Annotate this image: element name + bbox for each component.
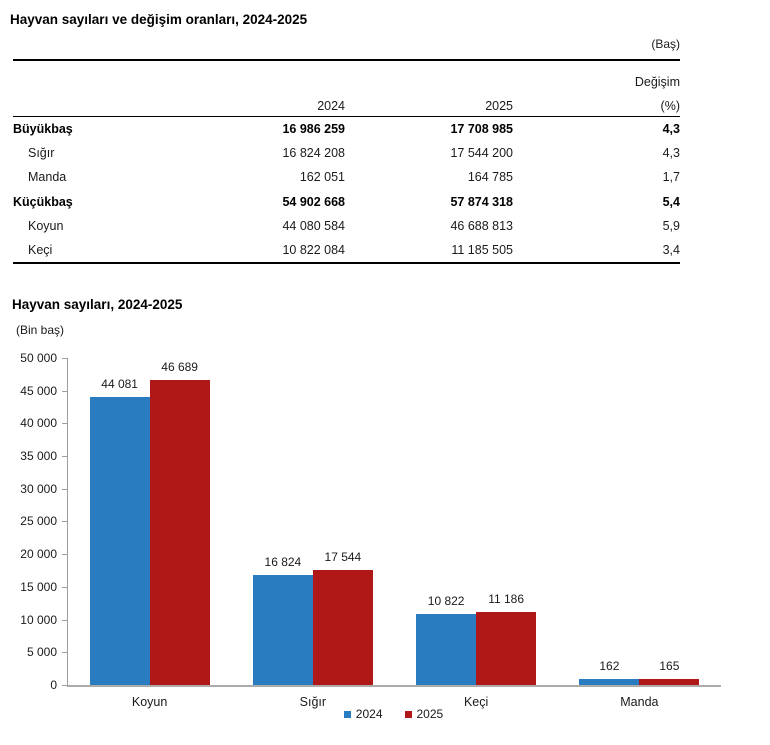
bar-value-label-sığır-2025: 17 544: [324, 550, 362, 565]
y-tick-label: 35 000: [20, 449, 57, 464]
bar-value-label-koyun-2025: 46 689: [161, 359, 198, 374]
y-tick-label: 25 000: [20, 514, 57, 529]
x-axis-label-manda: Manda: [620, 695, 659, 709]
x-axis-label-keçi: Keçi: [463, 695, 489, 709]
table-row-büyükbaş: Büyükbaş 16 986 259 17 708 985 4,3: [13, 122, 680, 137]
y-tick-label: 45 000: [20, 383, 57, 398]
plot-area: [67, 358, 721, 709]
chart-title: Hayvan sayıları, 2024-2025: [12, 297, 183, 312]
animal-counts-table: [13, 59, 680, 264]
table-row-manda: Manda 162 051 164 785 1,7: [28, 170, 680, 185]
x-axis-label-koyun: Koyun: [131, 695, 168, 709]
bar-value-label-keçi-2024: 10 822: [427, 594, 465, 609]
bar-manda-2024: [579, 679, 639, 685]
col-header-change-pct: (%): [660, 99, 680, 113]
bar-value-label-manda-2024: 162: [599, 659, 620, 673]
y-tick-label: 30 000: [20, 481, 57, 496]
bar-sığır-2024: [253, 575, 313, 685]
table-row-keçi: Keçi 10 822 084 11 185 505 3,4: [28, 243, 680, 258]
x-axis-label-sığır: Sığır: [299, 695, 327, 709]
bar-value-label-sığır-2024: 16 824: [264, 554, 302, 569]
bar-group-sığır: [231, 358, 394, 709]
bar-keçi-2025: [476, 612, 536, 685]
table-header-row-1: [13, 61, 680, 89]
table-title: Hayvan sayıları ve değişim oranları, 2024-2025: [10, 12, 308, 27]
legend-label-2024: 2024: [355, 707, 383, 721]
bar-value-label-manda-2025: 165: [659, 659, 680, 673]
table-body: [13, 117, 680, 262]
legend-item-2025: [405, 707, 444, 721]
y-tick-label: 10 000: [20, 612, 57, 627]
legend-swatch-2025-icon: [405, 711, 412, 718]
y-tick-label: 0: [50, 677, 57, 692]
bar-group-manda: [558, 358, 721, 709]
legend-swatch-2024-icon: [344, 711, 351, 718]
y-tick-label: 20 000: [20, 547, 57, 562]
y-axis-labels: [0, 351, 57, 692]
legend-label-2025: 2025: [416, 707, 444, 721]
table-row-sığır: Sığır 16 824 208 17 544 200 4,3: [28, 146, 680, 161]
table-row-koyun: Koyun 44 080 584 46 688 813 5,9: [28, 218, 680, 233]
y-tick-label: 40 000: [20, 416, 57, 431]
col-header-change: Değişim: [634, 75, 680, 89]
table-header-row-2: [13, 89, 680, 117]
y-tick-label: 5 000: [26, 645, 57, 660]
bar-koyun-2025: [150, 380, 210, 685]
bar-koyun-2024: [90, 397, 150, 685]
bar-manda-2025: [639, 679, 699, 685]
table-unit-note: (Baş): [651, 37, 680, 51]
chart-legend: [67, 707, 720, 721]
bar-keçi-2024: [416, 614, 476, 685]
col-header-2024: 2024: [317, 99, 345, 113]
bar-sığır-2025: [313, 570, 373, 685]
chart-unit-note: (Bin baş): [16, 323, 65, 337]
bar-group-keçi: [395, 358, 558, 709]
bar-group-koyun: [68, 358, 231, 709]
bar-value-label-keçi-2025: 11 186: [488, 591, 525, 606]
y-tick-label: 15 000: [20, 579, 57, 594]
legend-item-2024: [344, 707, 383, 721]
bar-value-label-koyun-2024: 44 081: [101, 376, 138, 391]
table-row-küçükbaş: Küçükbaş 54 902 668 57 874 318 5,4: [13, 194, 680, 209]
col-header-2025: 2025: [485, 99, 513, 113]
y-tick-label: 50 000: [20, 351, 57, 365]
